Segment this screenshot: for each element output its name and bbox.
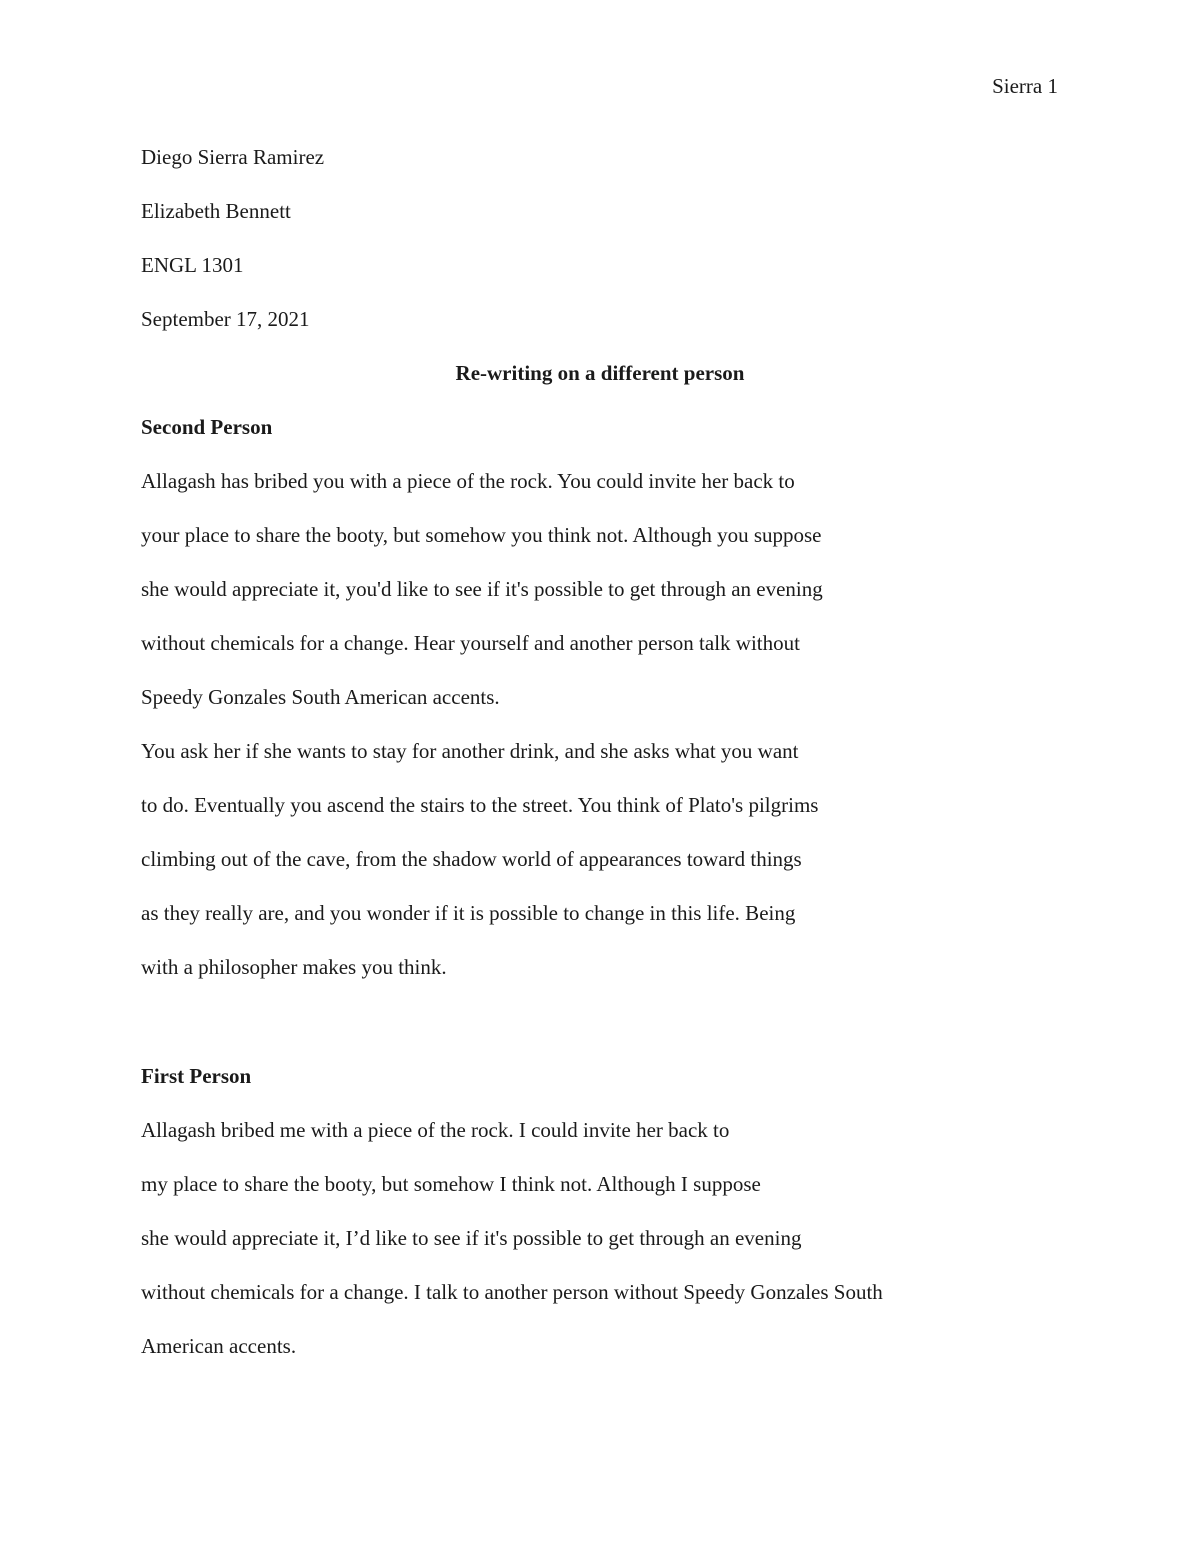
paragraph-line: my place to share the booty, but somehow I think not. Although I suppose [141, 1172, 761, 1196]
running-head: Sierra 1 [992, 74, 1058, 98]
section-heading-first-person: First Person [141, 1064, 252, 1088]
paragraph-line: climbing out of the cave, from the shadow world of appearances toward things [141, 847, 802, 871]
paragraph-line: with a philosopher makes you think. [141, 955, 447, 979]
date: September 17, 2021 [141, 307, 310, 331]
paragraph-line: without chemicals for a change. I talk to another person without Speedy Gonzales South [141, 1280, 883, 1304]
instructor-name: Elizabeth Bennett [141, 199, 291, 223]
course-name: ENGL 1301 [141, 253, 244, 277]
paragraph-line: she would appreciate it, you'd like to see if it's possible to get through an evening [141, 577, 823, 601]
paragraph-line: Speedy Gonzales South American accents. [141, 685, 500, 709]
paragraph-line: as they really are, and you wonder if it is possible to change in this life. Being [141, 901, 796, 925]
document-title: Re-writing on a different person [455, 361, 745, 385]
paragraph-line: Allagash has bribed you with a piece of the rock. You could invite her back to [141, 469, 795, 493]
paragraph-line: she would appreciate it, I’d like to see if it's possible to get through an evening [141, 1226, 802, 1250]
paragraph-line: without chemicals for a change. Hear yourself and another person talk without [141, 631, 800, 655]
paragraph-line: to do. Eventually you ascend the stairs to the street. You think of Plato's pilgrims [141, 793, 819, 817]
student-name: Diego Sierra Ramirez [141, 145, 325, 169]
paragraph-line: your place to share the booty, but somehow you think not. Although you suppose [141, 523, 822, 547]
paragraph-line: You ask her if she wants to stay for another drink, and she asks what you want [141, 739, 799, 763]
section-heading-second-person: Second Person [141, 415, 273, 439]
paragraph-line: Allagash bribed me with a piece of the rock. I could invite her back to [141, 1118, 730, 1142]
paragraph-line: American accents. [141, 1334, 297, 1358]
